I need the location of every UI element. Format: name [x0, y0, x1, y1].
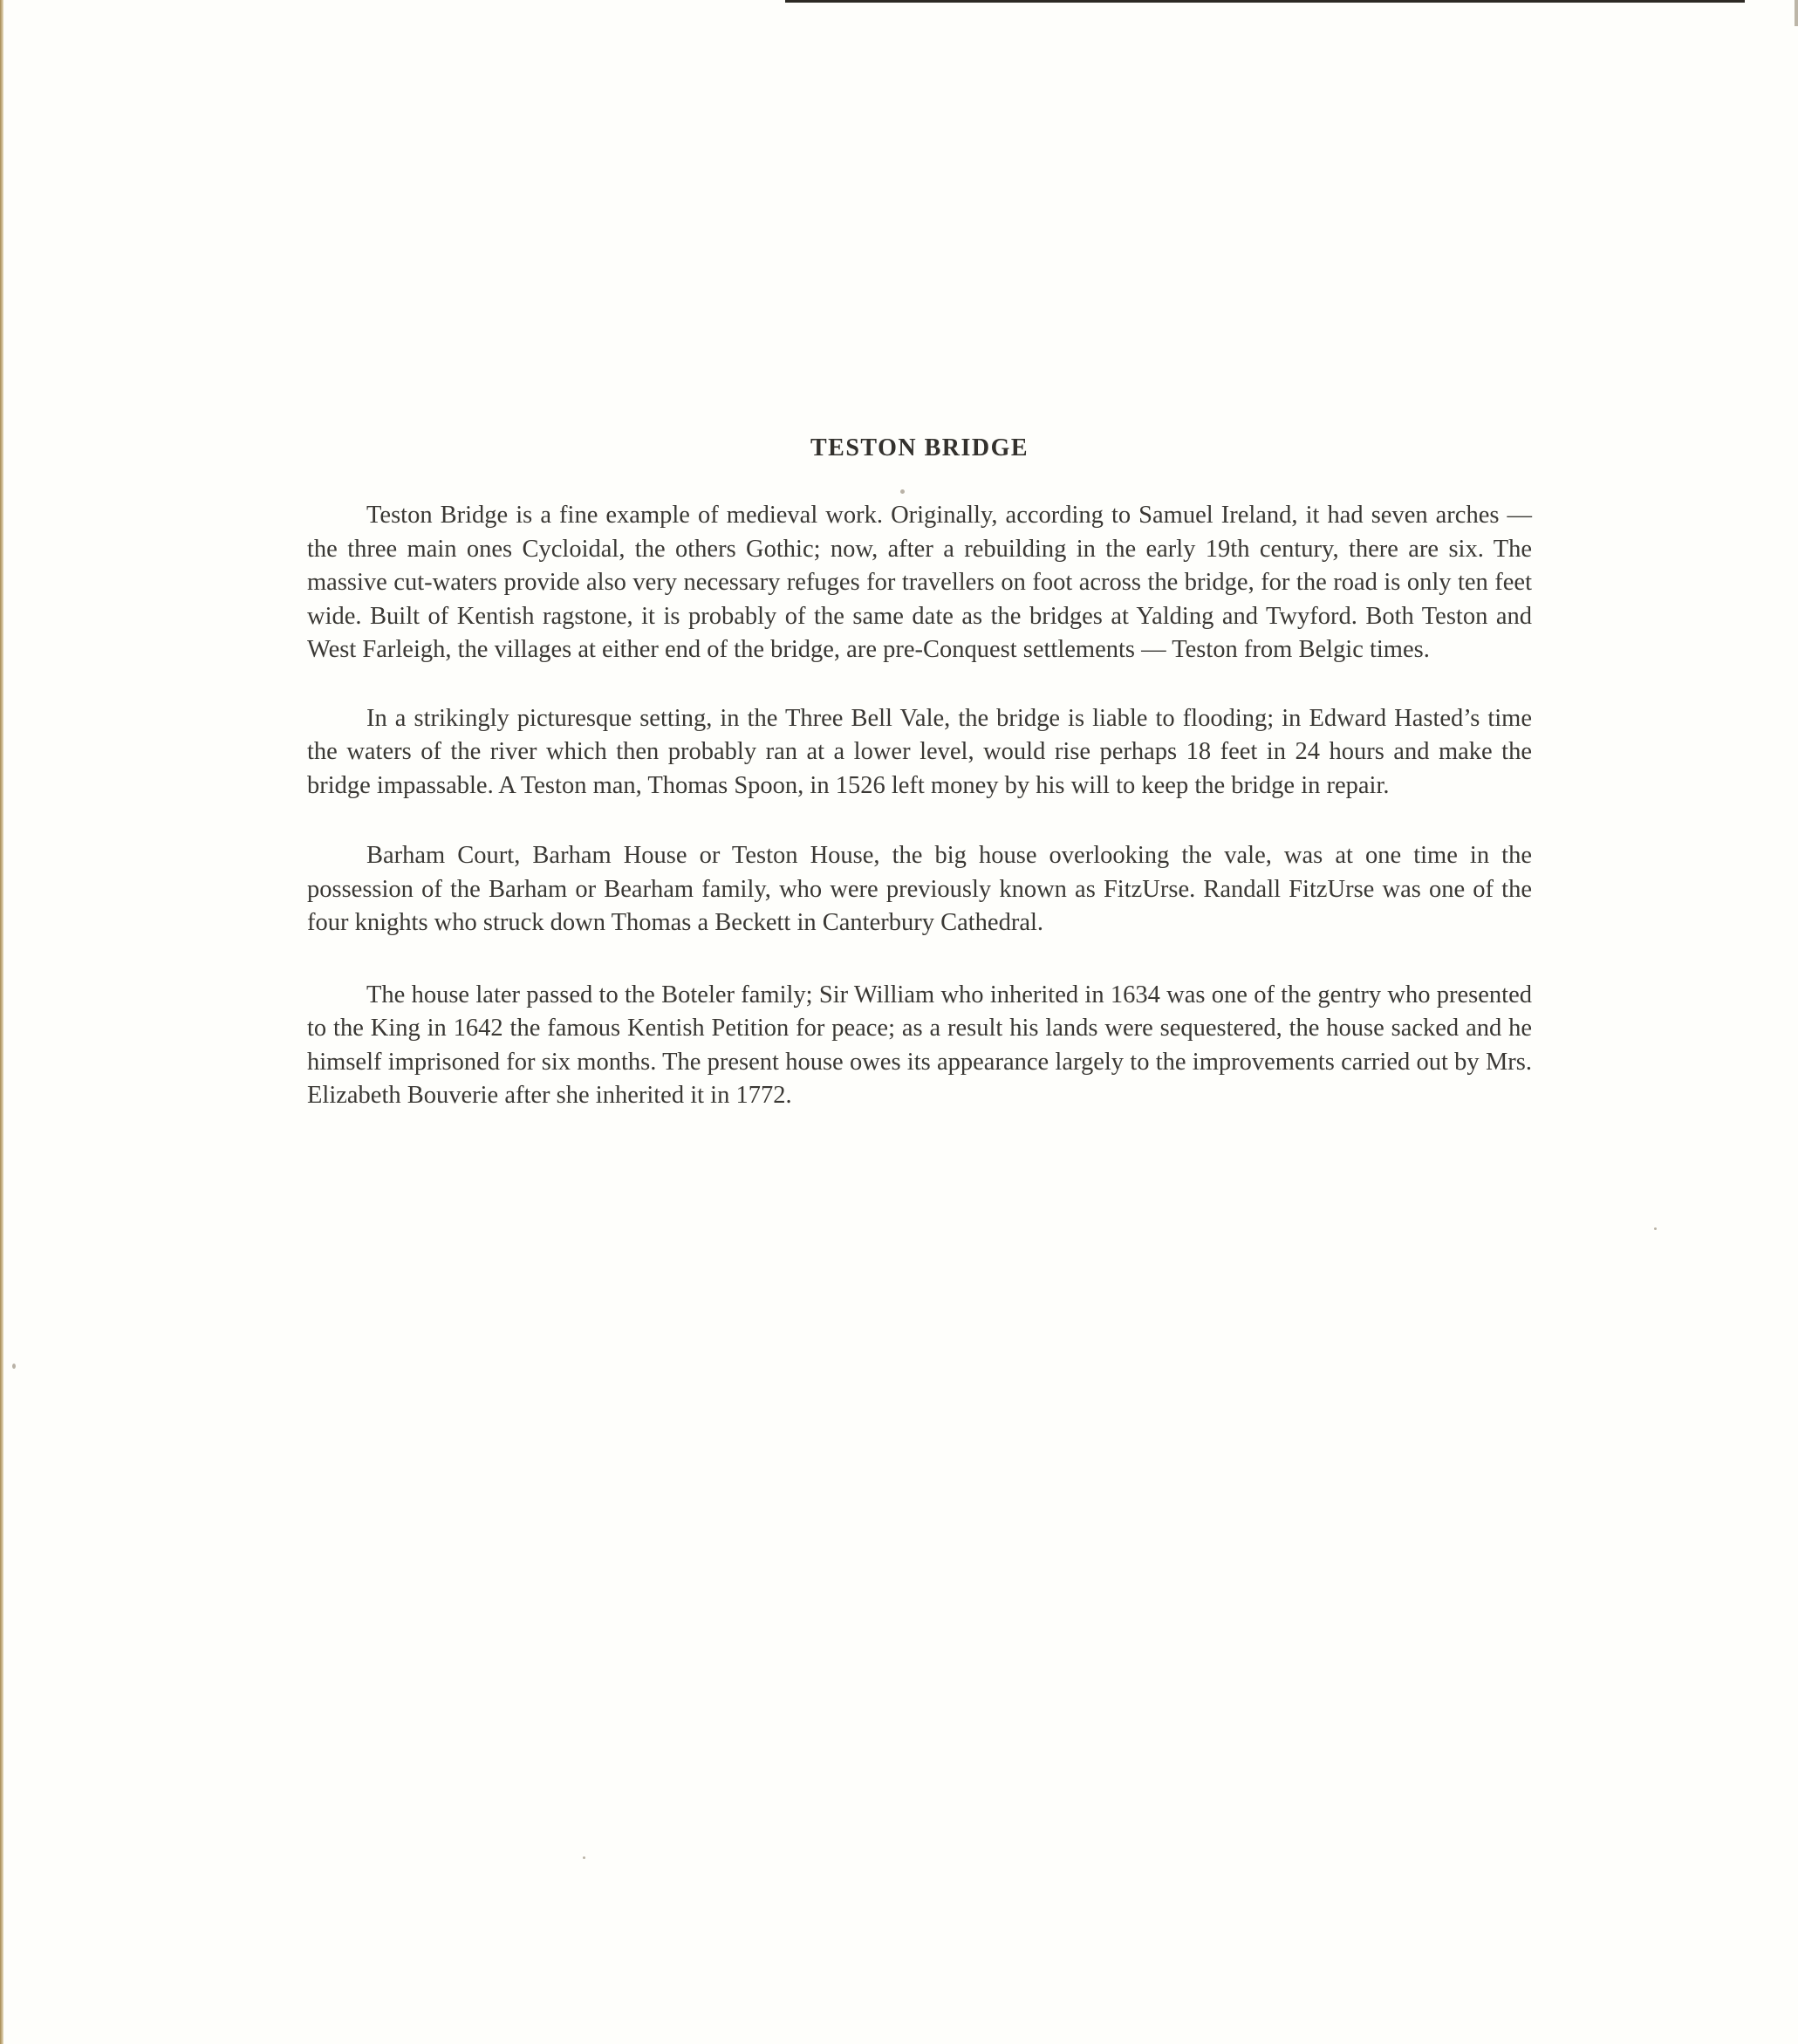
paper-speck	[583, 1856, 585, 1859]
paragraph-boteler-family: The house later passed to the Boteler family; Sir William who inherited in 1634 was one of the gentry who presented to the King in 1642 the famous Kentish Petition for peace; as a result his lands were sequestered, the house sacked and he himself imprisoned for six months. The present house owes its appearance largely to the improvements carried out by Mrs. Elizabeth Bouverie after she inherited it in 1772.	[307, 981, 1532, 1109]
paragraph-barham-court: Barham Court, Barham House or Teston House, the big house overlooking the vale, was at one time in the possession of the Barham or Bearham family, who were previously known as FitzUrse. Randall FitzUrse was one of the four knights who struck down Thomas a Beckett in Canterbury Cathedral.	[307, 842, 1532, 936]
paper-speck	[1654, 1227, 1657, 1230]
paper-speck	[12, 1364, 16, 1369]
page-top-edge-line	[785, 0, 1745, 3]
page-title: TESTON BRIDGE	[810, 434, 1029, 461]
paragraph-bridge-history: Teston Bridge is a fine example of medieval work. Originally, according to Samuel Ireland, it had seven arches — the three main ones Cycloidal, the others Gothic; now, after a rebuilding in the early 19th century, there are six. The massive cut-waters provide also very necessary refuges for travellers on foot across the bridge, for the road is only ten feet wide. Built of Kentish ragstone, it is probably of the same date as the bridges at Yalding and Twyford. Both Teston and West Farleigh, the villages at either end of the bridge, are pre-Conquest settlements — Teston from Belgic times.	[307, 502, 1532, 663]
document-body	[307, 434, 1532, 1113]
paragraph-flooding: In a strikingly picturesque setting, in the Three Bell Vale, the bridge is liable to flooding; in Edward Hasted’s time the waters of the river which then probably ran at a lower level, would rise perhaps 18 feet in 24 hours and make the bridge impassable. A Teston man, Thomas Spoon, in 1526 left money by his will to keep the bridge in repair.	[307, 704, 1532, 799]
page-right-edge-mark	[1795, 0, 1798, 26]
page-left-edge-shadow	[0, 0, 3, 2044]
